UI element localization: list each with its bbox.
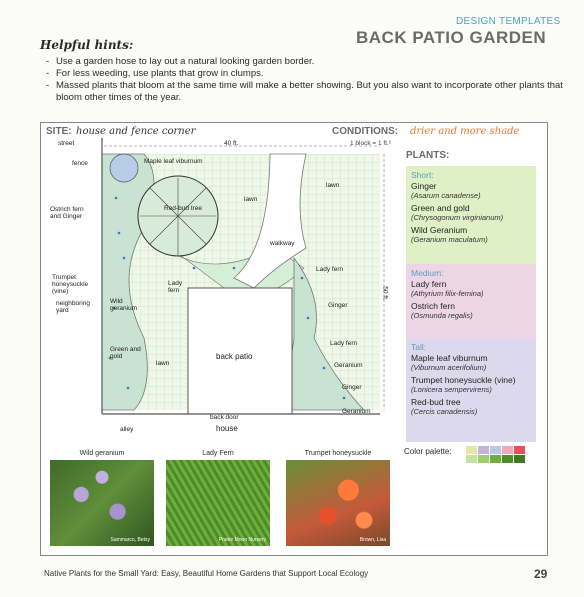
- photo-credit: Brown, Lisa: [359, 537, 386, 543]
- plant-name: Trumpet honeysuckle (vine): [411, 375, 516, 385]
- section-tag: DESIGN TEMPLATES: [456, 16, 561, 27]
- palette-swatch: [478, 446, 489, 454]
- viburnum-shrub: [110, 154, 138, 182]
- map-label-alley: alley: [120, 426, 134, 433]
- conditions-label: CONDITIONS:: [332, 126, 399, 137]
- palette-swatch: [466, 455, 477, 463]
- medium-heading: Medium:: [411, 268, 444, 278]
- conditions-value: drier and more shade: [410, 126, 520, 137]
- short-heading: Short:: [411, 170, 434, 180]
- map-label-ostrich: Ostrich fern and Ginger: [50, 206, 84, 220]
- plant-name: Maple leaf viburnum: [411, 353, 488, 363]
- map-label-lawn1: lawn: [244, 196, 258, 203]
- photo-caption: Lady Fern: [202, 450, 234, 457]
- photo-credit: Prairie Moon Nursery: [218, 537, 266, 543]
- plant-sci-name: (Chrysogonum virginianum): [411, 213, 504, 222]
- hint-item: - Use a garden hose to lay out a natural looking garden border.: [46, 56, 566, 68]
- lady-fern-photo: [166, 460, 270, 546]
- medium-plants-box: [406, 264, 536, 340]
- map-label-ginger2: Ginger: [342, 384, 362, 391]
- palette-swatch: [490, 446, 501, 454]
- site-label: SITE:: [46, 126, 72, 137]
- map-label-lawn2: lawn: [326, 182, 340, 189]
- palette-swatch: [514, 446, 525, 454]
- map-label-neighbor: neighboring yard: [56, 300, 90, 314]
- trumpet-honeysuckle-photo: [286, 460, 390, 546]
- hints-title: Helpful hints:: [40, 38, 134, 52]
- map-label-ladyfern3: Lady fern: [330, 340, 358, 347]
- plant-name: Wild Geranium: [411, 225, 468, 235]
- page-title: BACK PATIO GARDEN: [356, 28, 547, 47]
- scale-note: 1 block = 1 ft.²: [350, 140, 392, 147]
- map-label-height: 50 ft.: [381, 286, 389, 301]
- map-label-geranium1: Geranium: [334, 362, 363, 369]
- patio-rect: [188, 288, 292, 414]
- wild-geranium-photo: [50, 460, 154, 546]
- map-label-walkway: walkway: [270, 240, 295, 247]
- plant-sci-name: (Osmunda regalis): [411, 311, 473, 320]
- map-label-geranium2: Geranium: [342, 408, 371, 415]
- map-label-trumpet: Trumpet honeysuckle (vine): [52, 274, 89, 295]
- photo-caption: Wild geranium: [79, 450, 125, 457]
- map-label-width: 40 ft.: [224, 140, 239, 147]
- hint-item: - For less weeding, use plants that grow in clumps.: [46, 68, 566, 80]
- map-label-ladyfern1: Lady fern: [316, 266, 344, 273]
- tall-heading: Tall:: [411, 342, 427, 352]
- photo-credit: Sammarco, Betsy: [110, 537, 150, 543]
- palette-label: Color palette:: [404, 447, 452, 456]
- map-label-redbud: Red-bud tree: [164, 205, 202, 212]
- palette-swatch: [466, 446, 477, 454]
- map-label-house: house: [216, 424, 238, 433]
- plant-sci-name: (Lonicera sempervirens): [411, 385, 492, 394]
- palette-swatch: [514, 455, 525, 463]
- plant-sci-name: (Asarum canadense): [411, 191, 481, 200]
- map-label-green: Green and gold: [110, 346, 141, 360]
- map-label-ladyfern2: Lady fern: [168, 280, 183, 294]
- palette-swatch: [502, 455, 513, 463]
- plant-name: Green and gold: [411, 203, 470, 213]
- site-value: house and fence corner: [76, 126, 196, 137]
- map-label-ginger1: Ginger: [328, 302, 348, 309]
- hints-list: [46, 56, 566, 104]
- map-label-patio: back patio: [216, 352, 253, 361]
- short-plants-box: [406, 166, 536, 266]
- map-label-fence: fence: [72, 160, 88, 167]
- page-number: 29: [534, 567, 548, 581]
- map-label-street: street: [58, 140, 75, 147]
- map-label-lawn3: lawn: [156, 360, 170, 367]
- plant-sci-name: (Athyrium filix-femina): [411, 289, 484, 298]
- plant-sci-name: (Viburnum acerifolium): [411, 363, 487, 372]
- map-label-wildgeranium: Wild geranium: [110, 298, 138, 312]
- plant-name: Ostrich fern: [411, 301, 455, 311]
- map-label-backdoor: back door: [210, 414, 239, 421]
- plant-sci-name: (Geranium maculatum): [411, 235, 488, 244]
- palette-swatch: [502, 446, 513, 454]
- palette-swatch: [478, 455, 489, 463]
- color-palette: [466, 446, 532, 463]
- hint-item: - Massed plants that bloom at the same time will make a better showing. But you also want to incorporate other plants that bloom other times of the year.: [46, 80, 566, 104]
- plant-name: Red-bud tree: [411, 397, 461, 407]
- plant-name: Ginger: [411, 181, 437, 191]
- tall-plants-box: [406, 338, 536, 442]
- plants-heading: PLANTS:: [406, 150, 450, 161]
- palette-swatch: [490, 455, 501, 463]
- photo-caption: Trumpet honeysuckle: [304, 450, 372, 457]
- plant-name: Lady fern: [411, 279, 447, 289]
- map-label-maple: Maple leaf viburnum: [144, 158, 203, 165]
- footer-text: Native Plants for the Small Yard: Easy, Beautiful Home Gardens that Support Local Ecology: [44, 569, 369, 578]
- plant-sci-name: (Cercis canadensis): [411, 407, 478, 416]
